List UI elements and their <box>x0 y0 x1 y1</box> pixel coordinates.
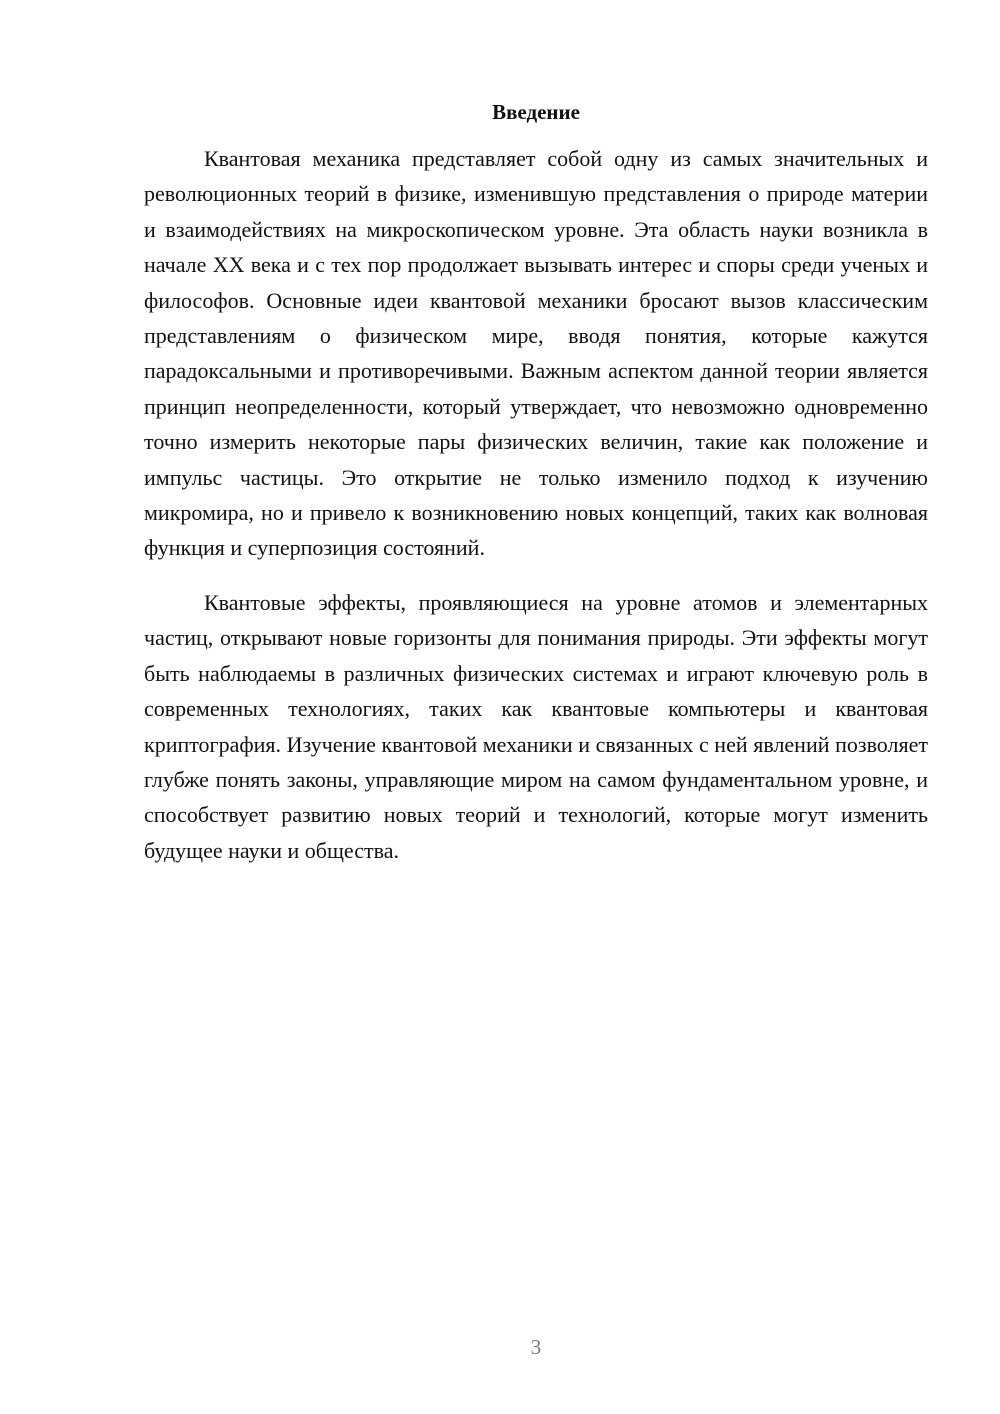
body-text <box>144 141 928 868</box>
paragraph-2: Квантовые эффекты, проявляющиеся на уровне атомов и элементарных частиц, открывают новые горизонты для понимания природы. Эти эффекты могут быть наблюдаемы в различных физических системах и играют ключевую роль в современных технологиях, таких как квантовые компьютеры и квантовая криптография. Изучение квантовой механики и связанных с ней явлений позволяет глубже понять законы, управляющие миром на самом фундаментальном уровне, и способствует развитию новых теорий и технологий, которые могут изменить будущее науки и общества. <box>144 589 928 863</box>
paragraph-1: Квантовая механика представляет собой одну из самых значительных и революционных теорий в физике, изменившую представления о природе материи и взаимодействиях на микроскопическом уровне. Эта область науки возникла в начале XX века и с тех пор продолжает вызывать интерес и споры среди ученых и философов. Основные идеи квантовой механики бросают вызов классическим представлениям о физическом мире, вводя понятия, которые кажутся парадоксальными и противоречивыми. Важным аспектом данной теории является принцип неопределенности, который утверждает, что невозможно одновременно точно измерить некоторые пары физических величин, такие как положение и импульс частицы. Это открытие не только изменило подход к изучению микромира, но и привело к возникновению новых концепций, таких как волновая функция и суперпозиция состояний. <box>144 146 928 561</box>
page-number: 3 <box>530 1335 542 1359</box>
section-heading: Введение <box>492 100 580 124</box>
